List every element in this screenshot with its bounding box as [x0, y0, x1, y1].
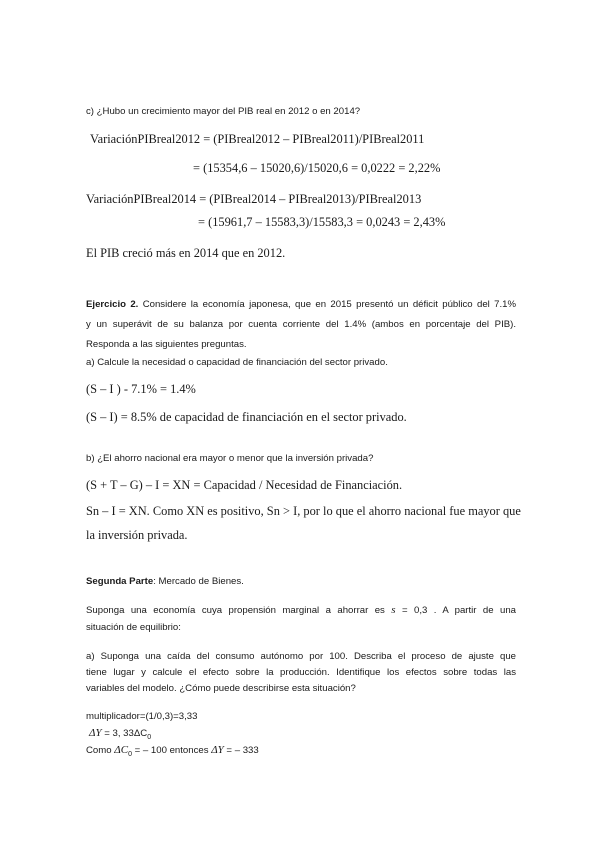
delta-y-symbol-2: ΔY	[211, 744, 224, 756]
answer-a-line2: (S – I) = 8.5% de capacidad de financiación en el sector privado.	[86, 410, 407, 424]
exercise2-title: Ejercicio 2.	[86, 299, 139, 310]
delta-c-symbol: ΔC	[114, 744, 129, 756]
symbol-s: s	[391, 604, 396, 616]
part2-line2: situación de equilibrio:	[86, 622, 181, 633]
equation-variation-2012-result: = (15354,6 – 15020,6)/15020,6 = 0,0222 = 2,22%	[193, 161, 441, 175]
answer-b-line1: (S + T – G) – I = XN = Capacidad / Necesidad de Financiación.	[86, 478, 403, 492]
exercise2-line3: Responda a las siguientes preguntas.	[86, 339, 247, 350]
question-b: b) ¿El ahorro nacional era mayor o menor que la inversión privada?	[86, 453, 374, 464]
como-middle: = – 100 entonces	[131, 745, 212, 756]
como-end: = – 333	[223, 745, 259, 756]
delta-y-equation	[89, 727, 151, 741]
question-c: c) ¿Hubo un crecimiento mayor del PIB real en 2012 o en 2014?	[86, 106, 361, 117]
part2-heading-rest: : Mercado de Bienes.	[153, 576, 244, 587]
delta-c-subscript: 0	[128, 750, 132, 758]
exercise2-intro: Considere la economía japonesa, que en 2015 presentó un déficit público del 7.1%	[138, 299, 516, 310]
question-a: a) Calcule la necesidad o capacidad de financiación del sector privado.	[86, 357, 388, 368]
delta-y-rest: = 3, 33ΔC	[101, 728, 148, 739]
answer-b-line2: Sn – I = XN. Como XN es positivo, Sn > I, por lo que el ahorro nacional fue mayor que	[86, 504, 521, 518]
exercise2-line1	[86, 299, 516, 310]
question-a2-line1: a) Suponga una caída del consumo autónomo por 100. Describa el proceso de ajuste que	[86, 651, 516, 662]
question-a2-line3: variables del modelo. ¿Cómo puede describirse esta situación?	[86, 683, 356, 694]
answer-a-line1: (S – I ) - 7.1% = 1.4%	[86, 382, 196, 396]
equation-variation-2014-result: = (15961,7 – 15583,3)/15583,3 = 0,0243 = 2,43%	[198, 215, 446, 229]
delta-y-symbol: ΔY	[89, 727, 102, 739]
equation-variation-2012: VariaciónPIBreal2012 = (PIBreal2012 – PIBreal2011)/PIBreal2011	[90, 132, 425, 146]
conclusion-text: El PIB creció más en 2014 que en 2012.	[86, 246, 286, 260]
part2-line1-text: Suponga una economía cuya propensión marginal a ahorrar es	[86, 605, 392, 616]
part2-line1-value: = 0,3 . A partir de una	[395, 605, 516, 616]
multiplier-line: multiplicador=(1/0,3)=3,33	[86, 711, 198, 722]
question-a2-line2: tiene lugar y calcule el efecto sobre la producción. Identifique los efectos sobre todas las	[86, 667, 516, 678]
part2-heading-bold: Segunda Parte	[86, 576, 154, 587]
como-line	[86, 744, 259, 758]
part2-line1	[86, 604, 516, 616]
part2-heading	[86, 576, 244, 587]
delta-y-subscript: 0	[147, 733, 152, 741]
answer-b-line3: la inversión privada.	[86, 528, 188, 542]
equation-variation-2014: VariaciónPIBreal2014 = (PIBreal2014 – PIBreal2013)/PIBreal2013	[86, 192, 422, 206]
exercise2-line2: y un superávit de su balanza por cuenta corriente del 1.4% (ambos en porcentaje del PIB).	[86, 319, 516, 330]
como-word: Como	[86, 745, 115, 756]
